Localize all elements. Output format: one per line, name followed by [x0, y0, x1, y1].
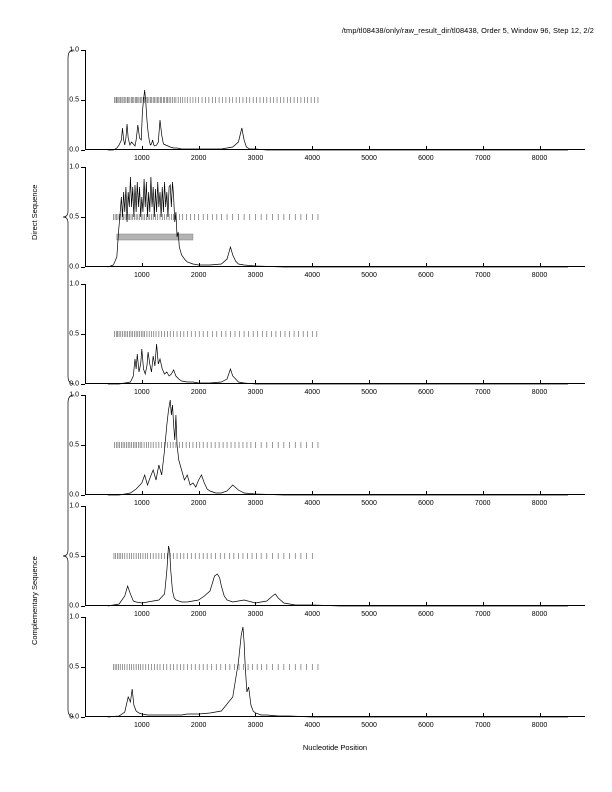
x-tick-label: 6000 — [418, 611, 434, 618]
plot-panel-1 — [69, 46, 585, 162]
y-tick-label: 1.0 — [69, 502, 79, 510]
y-tick-label: 1.0 — [69, 163, 79, 171]
x-tick-label: 1000 — [134, 272, 150, 279]
x-tick-label: 8000 — [531, 155, 548, 162]
x-tick-label: 6000 — [418, 722, 434, 729]
series-canvas — [85, 395, 585, 495]
plot-area — [69, 46, 585, 162]
y-tick-label: 1.0 — [69, 46, 79, 54]
x-tick-label: 2000 — [190, 389, 207, 396]
x-axis-label: Nucleotide Position — [302, 743, 368, 752]
y-tick-label: 0.5 — [69, 663, 79, 671]
y-tick — [81, 606, 85, 607]
plot-area — [69, 613, 585, 729]
y-tick — [81, 150, 85, 151]
marker-row — [115, 442, 318, 448]
plot-area — [69, 502, 585, 618]
y-tick-label: 1.0 — [69, 613, 79, 621]
y-tick-label: 1.0 — [69, 391, 79, 399]
y-tick — [81, 717, 85, 718]
plot-panel-6 — [69, 613, 585, 729]
figure-title: /tmp/tl08438/only/raw_result_dir/tl08438, Order 5, Window 96, Step 12, 2/2 — [341, 26, 594, 35]
x-tick-label: 6000 — [418, 155, 434, 162]
x-tick-label: 3000 — [247, 155, 264, 162]
x-tick-label: 3000 — [247, 722, 264, 729]
y-tick — [81, 495, 85, 496]
y-tick — [81, 267, 85, 268]
x-tick-label: 2000 — [190, 500, 207, 507]
x-tick-label: 5000 — [361, 155, 377, 162]
x-tick-label: 7000 — [474, 389, 491, 396]
x-tick-label: 3000 — [247, 611, 264, 618]
x-tick-label: 5000 — [361, 611, 377, 618]
x-tick-label: 7000 — [474, 500, 491, 507]
y-tick-label: 0.0 — [69, 380, 79, 388]
plot-area — [69, 391, 585, 507]
series-canvas — [85, 617, 585, 717]
y-axis-label-direct: Direct Sequence — [30, 184, 39, 240]
data-line — [108, 400, 568, 495]
data-line — [108, 90, 568, 150]
y-tick-label: 0.5 — [69, 213, 79, 221]
x-tick-label: 4000 — [304, 611, 321, 618]
x-tick-label: 1000 — [134, 155, 150, 162]
y-tick-label: 0.5 — [69, 552, 79, 560]
marker-row — [113, 664, 318, 670]
x-tick-label: 1000 — [134, 389, 150, 396]
x-tick-label: 6000 — [418, 500, 434, 507]
x-tick-label: 6000 — [418, 272, 434, 279]
y-tick-label: 0.0 — [69, 263, 79, 271]
x-tick-label: 5000 — [361, 272, 377, 279]
y-tick-label: 1.0 — [69, 280, 79, 288]
x-tick-label: 7000 — [474, 155, 491, 162]
x-tick-label: 6000 — [418, 389, 434, 396]
x-tick-label: 8000 — [531, 500, 548, 507]
x-tick-label: 5000 — [361, 722, 377, 729]
y-tick-label: 0.0 — [69, 491, 79, 499]
y-axis-label-complementary: Complementary Sequence — [30, 556, 39, 645]
data-line — [108, 177, 568, 267]
x-tick-label: 7000 — [474, 611, 491, 618]
y-tick-label: 0.0 — [69, 146, 79, 154]
x-tick-label: 3000 — [247, 500, 264, 507]
marker-row — [113, 214, 318, 220]
plot-panel-2 — [69, 163, 585, 279]
x-tick-label: 5000 — [361, 389, 377, 396]
data-line — [108, 344, 568, 384]
series-canvas — [85, 50, 585, 150]
x-tick-label: 7000 — [474, 722, 491, 729]
x-tick-label: 8000 — [531, 611, 548, 618]
plot-area — [69, 280, 585, 396]
series-canvas — [85, 167, 585, 267]
highlight-bar — [117, 234, 193, 240]
x-tick-label: 3000 — [247, 272, 264, 279]
x-tick-label: 8000 — [531, 389, 548, 396]
x-tick-label: 2000 — [190, 722, 207, 729]
y-tick-label: 0.0 — [69, 713, 79, 721]
x-tick-label: 7000 — [474, 272, 491, 279]
x-tick-label: 1000 — [134, 500, 150, 507]
data-line — [108, 627, 568, 717]
plot-panel-3 — [69, 280, 585, 396]
x-tick-label: 4000 — [304, 722, 321, 729]
y-tick — [81, 384, 85, 385]
plot-panel-4 — [69, 391, 585, 507]
x-tick-label: 1000 — [134, 611, 150, 618]
y-tick-label: 0.5 — [69, 96, 79, 104]
x-tick-label: 3000 — [247, 389, 264, 396]
plot-panel-5 — [69, 502, 585, 618]
x-tick-label: 4000 — [304, 155, 321, 162]
y-tick-label: 0.5 — [69, 441, 79, 449]
x-tick-label: 4000 — [304, 500, 321, 507]
x-tick-label: 4000 — [304, 272, 321, 279]
x-tick-label: 2000 — [190, 155, 207, 162]
y-tick-label: 0.5 — [69, 330, 79, 338]
plot-area — [69, 163, 585, 279]
series-canvas — [85, 506, 585, 606]
x-tick-label: 8000 — [531, 722, 548, 729]
series-canvas — [85, 284, 585, 384]
x-tick-label: 2000 — [190, 611, 207, 618]
marker-row — [115, 331, 317, 337]
x-tick-label: 1000 — [134, 722, 150, 729]
x-tick-label: 4000 — [304, 389, 321, 396]
y-tick-label: 0.0 — [69, 602, 79, 610]
marker-row — [114, 553, 312, 559]
marker-row — [115, 97, 318, 103]
x-tick-label: 2000 — [190, 272, 207, 279]
x-tick-label: 8000 — [531, 272, 548, 279]
x-tick-label: 5000 — [361, 500, 377, 507]
